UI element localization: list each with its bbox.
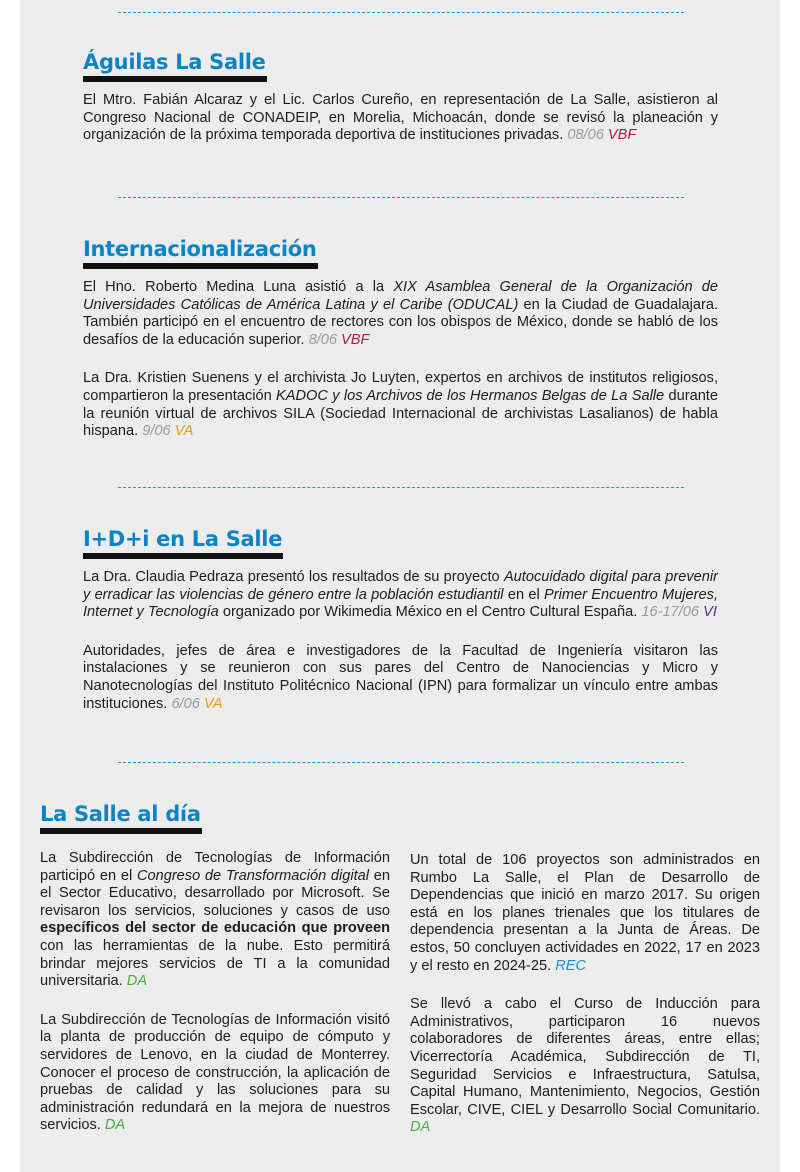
section-idi xyxy=(83,527,718,713)
news-date: 16-17/06 xyxy=(641,604,700,621)
news-item: La Dra. Claudia Pedraza presentó los resultados de su proyecto Autocuidado digital para prevenir y erradicar las violencias de género entre la población estudiantil en el Primer Encuentro Mujeres, Internet y Tecnología organizado por Wikimedia México en el Centro Cultural España. 16-17/06 VI xyxy=(83,569,719,621)
section-title-al-dia: La Salle al día xyxy=(40,802,202,834)
section-title-aguilas: Águilas La Salle xyxy=(83,50,267,82)
newsletter-page xyxy=(20,0,780,1172)
news-item: El Mtro. Fabián Alcaraz y el Lic. Carlos Cureño, en representación de La Salle, asistieron al Congreso Nacional de CONADEIP, en Morelia, Michoacán, donde se revisó la planeación y organización de la próxima temporada deportiva de instituciones privadas. 08/06 VBF xyxy=(83,92,718,144)
author-tag: DA xyxy=(104,1117,126,1134)
news-date: 9/06 xyxy=(142,423,171,440)
section-title-internacionalizacion: Internacionalización xyxy=(83,237,318,269)
author-tag: DA xyxy=(126,973,148,990)
news-item: Un total de 106 proyectos son administrados en Rumbo La Salle, el Plan de Desarrollo de Dependencias que inició en marzo 2017. Su origen está en los planes trienales que los titulares de dependencia presentan a la Junta de Áreas. De estos, 50 concluyen actividades en 2022, 17 en 2023 y el resto en 2024-25. REC xyxy=(410,852,760,974)
news-item: Se llevó a cabo el Curso de Inducción para Administrativos, participaron 16 nuevos colaboradores de diferentes áreas, entre ellas; Vicerrectoría Académica, Subdirección de TI, Seguridad Servicios e Infraestructura, Satulsa, Capital Humano, Mantenimiento, Negocios, Gestión Escolar, CIVE, CIEL y Desarrollo Social Comunitario. DA xyxy=(410,996,760,1136)
section-divider xyxy=(118,762,684,763)
author-tag: VBF xyxy=(607,127,637,144)
author-tag: VBF xyxy=(341,331,370,348)
section-title-idi: I+D+i en La Salle xyxy=(83,527,283,559)
al-dia-left-column xyxy=(40,850,390,1135)
author-tag: DA xyxy=(410,1119,431,1136)
news-date: 8/06 xyxy=(308,331,337,348)
section-internacionalizacion xyxy=(83,237,718,441)
news-item: El Hno. Roberto Medina Luna asistió a la XIX Asamblea General de la Organización de Universidades Católicas de América Latina y el Caribe (ODUCAL) en la Ciudad de Guadalajara. También participó en el encuentro de rectores con los obispos de México, donde se habló de los desafíos de la educación superior. 8/06 VBF xyxy=(83,279,718,348)
author-tag: VI xyxy=(703,604,717,621)
author-tag: REC xyxy=(555,957,587,974)
section-divider xyxy=(118,487,684,488)
news-item: La Subdirección de Tecnologías de Información participó en el Congreso de Transformación digital en el Sector Educativo, desarrollado por Microsoft. Se revisaron los servicios, soluciones y casos de uso específicos del sector de educación que proveen con las herramientas de la nube. Esto permitirá brindar mejores servicios de TI a la comunidad universitaria. DA xyxy=(40,850,391,990)
news-item: Autoridades, jefes de área e investigadores de la Facultad de Ingeniería visitaron las instalaciones y se reunieron con sus pares del Centro de Nanociencias y Micro y Nanotecnologías del Instituto Politécnico Nacional (IPN) para formalizar un vínculo entre ambas instituciones. 6/06 VA xyxy=(83,642,718,712)
news-item: La Dra. Kristien Suenens y el archivista Jo Luyten, expertos en archivos de institutos religiosos, compartieron la presentación KADOC y los Archivos de los Hermanos Belgas de La Salle durante la reunión virtual de archivos SILA (Sociedad Internacional de archivistas Lasalianos) de habla hispana. 9/06 VA xyxy=(83,370,718,440)
news-date: 08/06 xyxy=(567,127,604,144)
section-divider xyxy=(118,12,684,13)
section-al-dia xyxy=(40,802,760,834)
author-tag: VA xyxy=(174,423,194,440)
author-tag: VA xyxy=(203,695,223,712)
news-item: La Subdirección de Tecnologías de Información visitó la planta de producción de equipo de cómputo y servidores de Lenovo, en la ciudad de Monterrey. Conocer el proceso de construcción, la aplicación de pruebas de calidad y las soluciones para su administración redundará en la mejora de nuestros servicios. DA xyxy=(40,1011,390,1134)
news-date: 6/06 xyxy=(171,695,200,712)
section-aguilas xyxy=(83,50,718,145)
al-dia-right-column xyxy=(410,852,760,1137)
section-divider xyxy=(118,197,684,198)
